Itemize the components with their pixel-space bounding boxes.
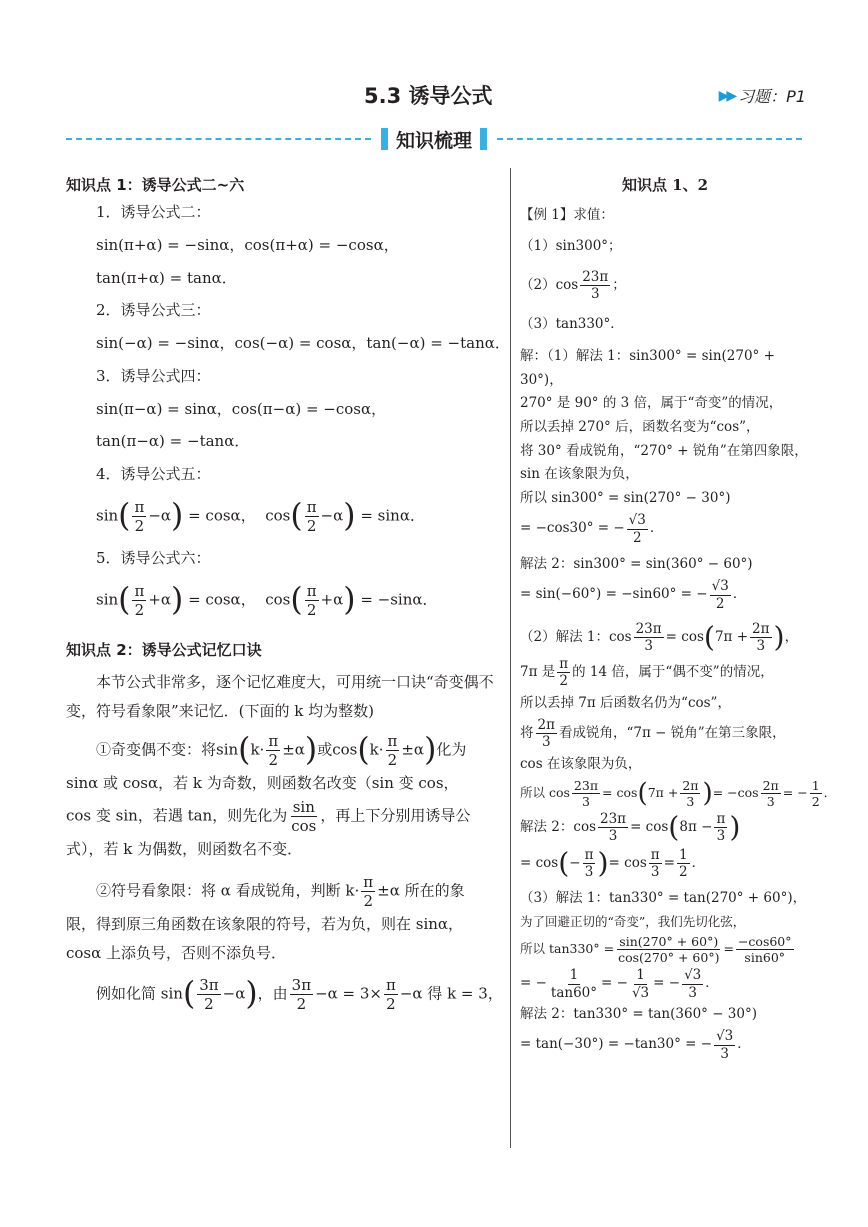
dashed-divider-right — [497, 138, 802, 140]
solution-line: 解法 2：tan330° = tan(360° − 30°) — [520, 1005, 758, 1022]
fraction: $\frac{1}{2}$ — [678, 846, 688, 880]
exercise-ref-label: 习题：P1 — [738, 87, 806, 106]
solution-line: （3）解法 1：tan330° = tan(270° + 60°)， — [520, 889, 807, 906]
solution-line: 将 30° 看成锐角，“270° + 锐角”在第四象限，sin 在该象限为负， — [520, 442, 808, 483]
section-title: 知识梳理 — [396, 129, 473, 152]
solution-line: = −cos30° = − $\frac{√3}{2}$ ． — [520, 512, 664, 546]
fraction: $\frac{\pi}{2}$ — [559, 656, 569, 690]
accent-bar-icon — [381, 128, 388, 150]
formula4-line2: tan(π−α) = −tanα． — [96, 432, 250, 451]
question-2: （2）cos $\frac{23\pi}{3}$ ； — [520, 268, 626, 302]
fraction: $\frac{\pi}{2}$ — [306, 497, 317, 535]
solution-line: = sin(−60°) = −sin60° = − $\frac{√3}{2}$ ． — [520, 578, 747, 612]
fraction: $\frac{2\pi}{3}$ — [762, 778, 779, 810]
fraction: $\frac{\pi}{2}$ — [306, 581, 317, 619]
fraction: $\frac{√3}{3}$ — [684, 967, 702, 1001]
fn-name: cos — [265, 506, 291, 525]
fraction: $\frac{2\pi}{3}$ — [682, 778, 699, 810]
fraction: $\frac{\pi}{2}$ — [363, 872, 374, 910]
fraction: $\frac{1}{√3}$ — [631, 967, 650, 1001]
section-heading — [371, 126, 497, 153]
solution-line: cos 在该象限为负， — [520, 755, 642, 772]
solution-line: 解法 2：sin300° = sin(360° − 60°) — [520, 555, 753, 572]
fraction: $\frac{\pi}{3}$ — [716, 811, 726, 845]
fraction: $\frac{23\pi}{3}$ — [600, 811, 627, 845]
fn-name: cos — [265, 590, 291, 608]
fraction: $\frac{√3}{3}$ — [716, 1028, 734, 1062]
exercise-reference[interactable] — [719, 84, 806, 107]
fraction: $\frac{1}{\tan 60^\circ}$ — [550, 967, 598, 1001]
formula4-title: 3．诱导公式四： — [96, 366, 211, 385]
solution-line: 解：（1）解法 1：sin300° = sin(270° + 30°)， — [520, 348, 775, 388]
fraction: $\frac{23\pi}{3}$ — [573, 778, 599, 810]
formula3-title: 2．诱导公式三： — [96, 301, 211, 320]
solution-line: 为了回避正切的“奇变”，我们先切化弦， — [520, 913, 746, 929]
question-1: （1）sin300°； — [520, 237, 622, 254]
kp1-heading: 知识点 1：诱导公式二~六 — [66, 176, 245, 194]
fn-name: sin — [96, 506, 119, 525]
page-title: 5.3 诱导公式 — [364, 84, 493, 108]
solution-line: 将 $\frac{2\pi}{3}$ 看成锐角，“7π − 锐角”在第三象限， — [520, 717, 786, 751]
example1-title: 【例 1】求值： — [520, 207, 614, 223]
fn-name: sin — [96, 590, 119, 608]
column-divider — [510, 168, 511, 1148]
fraction: $\frac{2\pi}{3}$ — [752, 620, 770, 654]
fraction: $\frac{\pi}{3}$ — [650, 846, 660, 880]
rule1-line2: sinα 或 cosα，若 k 为奇数，则函数名改变（sin 变 cos， — [66, 774, 459, 792]
question-3: （3）tan330°． — [520, 316, 624, 333]
solution-line: 7π 是 $\frac{\pi}{2}$ 的 14 倍，属于“偶不变”的情况， — [520, 656, 774, 690]
fraction: $\frac{\pi}{3}$ — [584, 846, 594, 880]
fraction: $\frac{\pi}{2}$ — [385, 976, 396, 1013]
solution-line: = − $\frac{1}{\tan 60^\circ}$ = − $\frac{1}{√3}$ = − $\frac{√3}{3}$ ． — [520, 967, 719, 1001]
fraction: $\frac{2\pi}{3}$ — [537, 717, 555, 751]
rule2-line3: cosα 上添负号，否则不添负号． — [66, 943, 287, 962]
solution-line: 所以丢掉 270° 后，函数名变为“cos”， — [520, 418, 760, 435]
section-header-bar — [66, 124, 802, 154]
solution-line: 所以 tan330° = $\frac{\sin(270^\circ + 60^\circ)}{\cos(270^\circ + 60^\circ)}$ = $\frac{-\cos 60^\circ}{\sin 60^\circ}$ — [520, 934, 792, 966]
right-title: 知识点 1、2 — [621, 176, 709, 194]
solution-line: 所以 sin300° = sin(270° − 30°) — [520, 489, 731, 506]
fraction: $\frac{23\pi}{3}$ — [635, 620, 662, 654]
fraction: $\frac{\pi}{2}$ — [387, 732, 398, 769]
fraction: $\frac{\pi}{2}$ — [134, 497, 145, 535]
fraction: $\frac{3\pi}{2}$ — [199, 976, 219, 1013]
fraction: $\frac{\pi}{2}$ — [134, 581, 145, 619]
kp2-intro: 本节公式非常多，逐个记忆难度大，可用统一口诀“奇变偶不变，符号看象限”来记忆．(下面的 k 均为整数) — [66, 672, 494, 720]
solution-line: （2）解法 1：cos $\frac{23\pi}{3}$ = cos(7π + $\frac{2\pi}{3}$ )， — [520, 620, 799, 654]
rule1-line1: ①奇变偶不变：将sin(k· $\frac{\pi}{2}$ ±α)或cos(k· $\frac{\pi}{2}$ ±α)化为 — [96, 731, 467, 769]
solution-line: 所以丢掉 7π 后函数名仍为“cos”， — [520, 694, 731, 711]
fraction: $\frac{√3}{2}$ — [711, 578, 729, 612]
solution-line: 解法 2：cos $\frac{23\pi}{3}$ = cos(8π − $\frac{\pi}{3}$ ) — [520, 810, 741, 845]
rule2-line1: ②符号看象限：将 α 看成锐角，判断 k· $\frac{\pi}{2}$ ±α 所在的象 — [96, 872, 465, 910]
fraction: $\frac{23\pi}{3}$ — [582, 268, 609, 302]
fraction: $\frac{1}{2}$ — [811, 778, 820, 810]
kp2-heading: 知识点 2：诱导公式记忆口诀 — [66, 640, 262, 659]
formula2-title: 1．诱导公式二： — [96, 203, 211, 221]
fraction: $\frac{-\cos 60^\circ}{\sin 60^\circ}$ — [737, 934, 792, 966]
fraction: $\frac{3\pi}{2}$ — [291, 976, 312, 1013]
right-column — [520, 168, 837, 1064]
formula6-title: 5．诱导公式六： — [96, 548, 211, 567]
fraction: $\frac{√3}{2}$ — [628, 512, 646, 546]
double-arrow-icon: ▶▶ — [718, 87, 735, 104]
formula2-line2: tan(π+α) = tanα． — [96, 268, 237, 287]
solution-line: = cos(− $\frac{\pi}{3}$ )= cos $\frac{\pi}{3}$ = $\frac{1}{2}$ ． — [520, 846, 706, 880]
solution-line: 所以 cos $\frac{23\pi}{3}$ = cos(7π + $\frac{2\pi}{3}$ )= −cos $\frac{2\pi}{3}$ = − $\frac{1}{2}$ ． — [520, 778, 837, 810]
formula5-title: 4．诱导公式五： — [96, 465, 211, 483]
fraction: $\frac{\sin}{\cos}$ — [291, 798, 317, 836]
rule2-line2: 限，得到原三角函数在该象限的符号，若为负，则在 sinα， — [66, 914, 464, 933]
fraction: $\frac{\sin(270^\circ + 60^\circ)}{\cos(270^\circ + 60^\circ)}$ — [618, 934, 720, 966]
accent-bar-icon — [480, 128, 487, 150]
formula4-line1: sin(π−α) = sinα，cos(π−α) = −cosα， — [96, 399, 387, 418]
formula2-line1: sin(π+α) = −sinα，cos(π+α) = −cosα， — [96, 235, 399, 254]
left-column — [66, 168, 510, 1013]
rule1-line3: cos 变 sin，若遇 tan，则先化为 $\frac{\sin}{\cos}$ ，再上下分别用诱导公 — [66, 798, 471, 836]
fraction: $\frac{\pi}{2}$ — [268, 732, 279, 769]
solution-line: 270° 是 90° 的 3 倍，属于“奇变”的情况， — [520, 395, 783, 412]
rule1-line4: 式），若 k 为偶数，则函数名不变． — [66, 840, 303, 859]
dashed-divider-left — [66, 138, 371, 140]
example-line: 例如化简 sin( $\frac{3\pi}{2}$ −α)，由 $\frac{3\pi}{2}$ −α = 3× $\frac{\pi}{2}$ −α 得 k = 3， — [96, 975, 503, 1013]
formula3-line1: sin(−α) = −sinα，cos(−α) = cosα，tan(−α) = −tanα． — [96, 334, 510, 352]
formula6-line: sin( $\frac{\pi}{2}$ +α) = cosα， cos( $\frac{\pi}{2}$ +α) = −sinα． — [96, 581, 438, 619]
formula5-line: sin( $\frac{\pi}{2}$ −α) = cosα， cos( $\frac{\pi}{2}$ −α) = sinα． — [96, 497, 425, 535]
solution-line: = tan(−30°) = −tan30° = − $\frac{√3}{3}$ ． — [520, 1028, 751, 1062]
